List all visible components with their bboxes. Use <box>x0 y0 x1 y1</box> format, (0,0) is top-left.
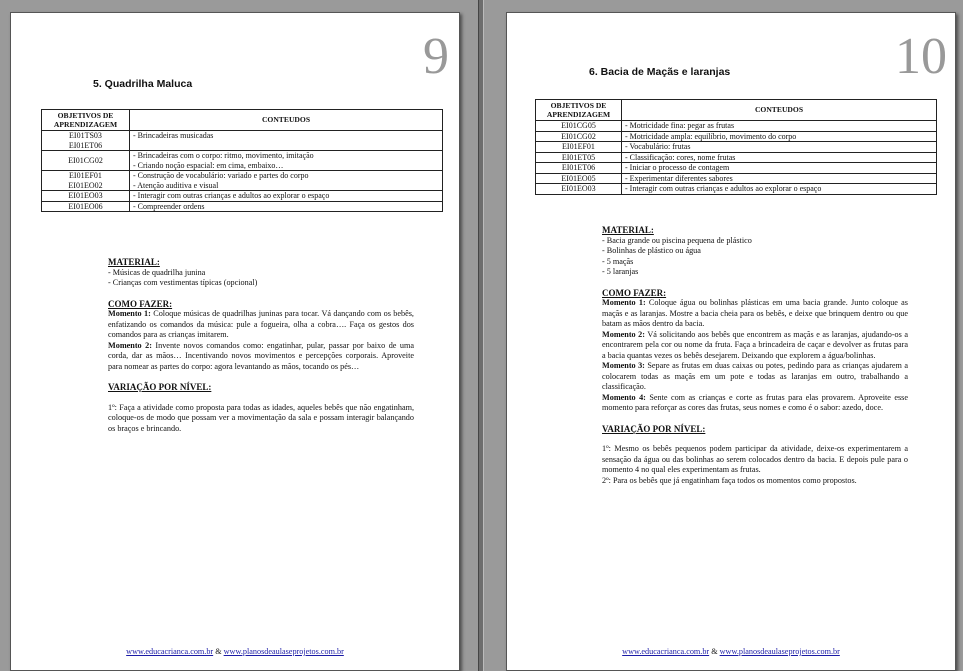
objective-code: EI01EO05 <box>536 173 622 184</box>
content-cell: - Construção de vocabulário: variado e partes do corpo - Atenção auditiva e visual <box>130 171 443 191</box>
activity-body <box>602 225 908 486</box>
table-row <box>536 131 937 142</box>
content-cell: - Interagir com outras crianças e adultos ao explorar o espaço <box>622 184 937 195</box>
content-cell: - Vocabulário: frutas <box>622 142 937 153</box>
page-footer: www.educacrianca.com.br & www.planosdeaulaseprojetos.com.br <box>622 647 840 656</box>
content-cell: - Motricidade fina: pegar as frutas <box>622 121 937 132</box>
variacao-heading: VARIAÇÃO POR NÍVEL: <box>602 423 706 434</box>
section-title: 5. Quadrilha Maluca <box>93 78 193 90</box>
activity-body <box>108 257 414 434</box>
table-row <box>42 151 443 171</box>
table-row <box>42 131 443 151</box>
step-paragraph: Momento 3: Separe as frutas em duas caixas ou potes, pedindo para as crianças ajudarem a colocarem todas as maçãs em um pote e todas as laranjas em outro, trabalhando a classificação. <box>602 361 908 391</box>
table-row <box>536 121 937 132</box>
step-paragraph: Momento 2: Invente novos comandos como: engatinhar, pular, passar por baixo de uma corda, dar as mãos… Incentivando novos movimentos e percepções corporais. Aproveite para nomear as partes do corpo: agora levantando as mãos, tocando os pés… <box>108 340 414 371</box>
content-cell: - Brincadeiras musicadas <box>130 131 443 151</box>
objective-codes: EI01CG02 <box>42 151 130 171</box>
objectives-table <box>535 99 937 195</box>
step-paragraph: Momento 2: Vá solicitando aos bebês que encontrem as maçãs e as laranjas, ajudando-os a encontrarem pela cor ou nome da fruta. Faça a brincadeira de caçar e devolver as frutas para a bacia quantas vezes os bebês desejarem. Deixando que explorem a água/bolinhas. <box>602 329 908 360</box>
table-row <box>42 171 443 191</box>
content-cell: - Classificação: cores, nome frutas <box>622 152 937 163</box>
variacao-item: 1º: Mesmo os bebês pequenos podem participar da atividade, deixe-os experimentarem a sensação da água ou das bolinhas ao serem colocados dentro da bacia. E depois pule para o momento 4 no qual eles experimentam as frutas. <box>602 444 908 474</box>
page-footer: www.educacrianca.com.br & www.planosdeaulaseprojetos.com.br <box>126 647 344 656</box>
objective-codes: EI01EO03 <box>42 191 130 202</box>
footer-link-planos[interactable]: www.planosdeaulaseprojetos.com.br <box>223 647 344 656</box>
material-item: - Crianças com vestimentas típicas (opcional) <box>108 278 258 287</box>
table-row <box>536 173 937 184</box>
variacao-item: 2º: Para os bebês que já engatinham faça todos os momentos como propostos. <box>602 475 857 485</box>
material-heading: MATERIAL: <box>108 257 160 267</box>
footer-link-educacrianca[interactable]: www.educacrianca.com.br <box>622 647 710 656</box>
table-row <box>536 152 937 163</box>
material-item: - Bacia grande ou piscina pequena de plástico <box>602 235 752 245</box>
como-fazer-heading: COMO FAZER: <box>602 287 667 298</box>
page-number: 9 <box>423 28 449 85</box>
objective-codes: EI01EO06 <box>42 201 130 212</box>
content-cell: - Interagir com outras crianças e adultos ao explorar o espaço <box>130 191 443 202</box>
table-row <box>42 201 443 212</box>
content-cell: - Motricidade ampla: equilíbrio, movimento do corpo <box>622 131 937 142</box>
material-item: - Músicas de quadrilha junina <box>108 267 206 277</box>
objective-code: EI01EO03 <box>536 184 622 195</box>
footer-link-educacrianca[interactable]: www.educacrianca.com.br <box>126 647 214 656</box>
material-item: - 5 laranjas <box>602 267 639 276</box>
objective-code: EI01ET05 <box>536 152 622 163</box>
content-cell: - Compreender ordens <box>130 201 443 212</box>
objective-code: EI01CG02 <box>536 131 622 142</box>
page-number: 10 <box>895 28 947 85</box>
content-cell: - Brincadeiras com o corpo: ritmo, movimento, imitação - Criando noção espacial: em cima, embaixo… <box>130 151 443 171</box>
step-paragraph: Momento 1: Coloque água ou bolinhas plásticas em uma bacia grande. Junto coloque as maçãs e as laranjas. Mostre a bacia cheia para os bebês, e deixe que brinquem dentro ou que batam as mãos dentro da bacia. <box>602 298 908 328</box>
material-item: - Bolinhas de plástico ou água <box>602 246 701 255</box>
table-row <box>536 163 937 174</box>
table-header-row <box>536 100 937 121</box>
objective-codes: EI01TS03 EI01ET06 <box>42 131 130 151</box>
content-cell: - Experimentar diferentes sabores <box>622 173 937 184</box>
objective-code: EI01ET06 <box>536 163 622 174</box>
page-10 <box>506 12 956 671</box>
objective-code: EI01CG05 <box>536 121 622 132</box>
material-item: - 5 maçãs <box>602 256 634 266</box>
como-fazer-heading: COMO FAZER: <box>108 298 173 309</box>
table-header-row <box>42 110 443 131</box>
section-title: 6. Bacia de Maçãs e laranjas <box>589 66 731 78</box>
page-9 <box>10 12 460 671</box>
step-paragraph: Momento 1: Coloque músicas de quadrilhas juninas para tocar. Vá dançando com os bebês, enfatizando os comandos da música: pule a fogueira, olha a cobra…. Faça os gestos dos comandos para as crianças imitarem. <box>108 309 414 339</box>
material-heading: MATERIAL: <box>602 225 654 235</box>
content-cell: - Iniciar o processo de contagem <box>622 163 937 174</box>
objectives-table <box>41 109 443 212</box>
contents-header: CONTEUDOS <box>622 100 937 121</box>
objective-code: EI01EF01 <box>536 142 622 153</box>
objectives-header: OBJETIVOS DE APRENDIZAGEM <box>536 100 622 121</box>
page-splitter[interactable] <box>478 0 484 671</box>
objective-codes: EI01EF01 EI01EO02 <box>42 171 130 191</box>
objectives-header: OBJETIVOS DE APRENDIZAGEM <box>42 110 130 131</box>
table-row <box>42 191 443 202</box>
footer-link-planos[interactable]: www.planosdeaulaseprojetos.com.br <box>719 647 840 656</box>
variacao-item: 1º: Faça a atividade como proposta para todas as idades, aqueles bebês que não engatinham, coloque-os de modo que possam ver a movimentação da sala e possam interagir balançando os braços e brincando. <box>108 402 414 433</box>
step-paragraph: Momento 4: Sente com as crianças e corte as frutas para elas provarem. Aproveite esse momento para reforçar as cores das frutas, seus nomes e como é o sabor: azedo, doce. <box>602 392 908 412</box>
table-row <box>536 142 937 153</box>
table-row <box>536 184 937 195</box>
contents-header: CONTEUDOS <box>130 110 443 131</box>
variacao-heading: VARIAÇÃO POR NÍVEL: <box>108 382 212 392</box>
